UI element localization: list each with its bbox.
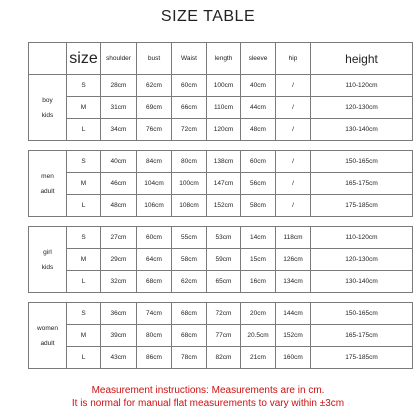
cell-size: S	[67, 303, 101, 325]
cell-length: 100cm	[207, 75, 241, 97]
cell-sleeve: 20cm	[241, 303, 276, 325]
table-row	[29, 119, 413, 141]
cell-length: 65cm	[207, 271, 241, 293]
cell-length: 152cm	[207, 195, 241, 217]
group-spacer-row	[29, 217, 413, 227]
table-row	[29, 271, 413, 293]
cell-shoulder: 29cm	[101, 249, 137, 271]
cell-sleeve: 60cm	[241, 151, 276, 173]
cell-hip: 134cm	[276, 271, 311, 293]
cell-sleeve: 14cm	[241, 227, 276, 249]
header-length: length	[207, 43, 241, 75]
cell-waist: 68cm	[172, 303, 207, 325]
group-label-line: girl	[43, 248, 52, 256]
cell-waist: 80cm	[172, 151, 207, 173]
cell-height: 150-165cm	[311, 303, 413, 325]
cell-bust: 80cm	[137, 325, 172, 347]
cell-length: 53cm	[207, 227, 241, 249]
cell-bust: 74cm	[137, 303, 172, 325]
cell-length: 138cm	[207, 151, 241, 173]
cell-size: L	[67, 195, 101, 217]
group-spacer-row	[29, 293, 413, 303]
cell-shoulder: 28cm	[101, 75, 137, 97]
cell-bust: 104cm	[137, 173, 172, 195]
table-row	[29, 249, 413, 271]
header-row	[29, 43, 413, 75]
group-label	[29, 151, 67, 217]
group-label	[29, 227, 67, 293]
header-height: height	[311, 43, 413, 75]
group-label-line: kids	[41, 263, 54, 271]
group-spacer-cell	[29, 217, 413, 227]
cell-bust: 64cm	[137, 249, 172, 271]
cell-hip: /	[276, 97, 311, 119]
cell-waist: 108cm	[172, 195, 207, 217]
cell-shoulder: 27cm	[101, 227, 137, 249]
cell-length: 82cm	[207, 347, 241, 369]
header-shoulder: shoulder	[101, 43, 137, 75]
cell-size: L	[67, 271, 101, 293]
cell-sleeve: 44cm	[241, 97, 276, 119]
cell-height: 110-120cm	[311, 75, 413, 97]
table-row	[29, 173, 413, 195]
header-corner-cell	[29, 43, 67, 75]
cell-bust: 76cm	[137, 119, 172, 141]
group-spacer-cell	[29, 141, 413, 151]
group-label-line: kids	[41, 111, 54, 119]
header-sleeve: sleeve	[241, 43, 276, 75]
cell-hip: /	[276, 119, 311, 141]
cell-length: 120cm	[207, 119, 241, 141]
group-label	[29, 303, 67, 369]
table-row	[29, 303, 413, 325]
cell-sleeve: 56cm	[241, 173, 276, 195]
cell-bust: 86cm	[137, 347, 172, 369]
cell-sleeve: 48cm	[241, 119, 276, 141]
cell-size: S	[67, 151, 101, 173]
cell-sleeve: 40cm	[241, 75, 276, 97]
cell-waist: 72cm	[172, 119, 207, 141]
cell-height: 150-165cm	[311, 151, 413, 173]
cell-shoulder: 32cm	[101, 271, 137, 293]
cell-length: 110cm	[207, 97, 241, 119]
cell-waist: 100cm	[172, 173, 207, 195]
measurement-note-line: It is normal for manual flat measurements to vary within ±3cm	[71, 398, 345, 409]
cell-hip: 160cm	[276, 347, 311, 369]
cell-size: L	[67, 347, 101, 369]
table-row	[29, 325, 413, 347]
measurement-notes	[0, 384, 416, 410]
cell-hip: /	[276, 173, 311, 195]
cell-length: 147cm	[207, 173, 241, 195]
cell-hip: 126cm	[276, 249, 311, 271]
cell-size: S	[67, 227, 101, 249]
cell-waist: 66cm	[172, 97, 207, 119]
cell-waist: 58cm	[172, 249, 207, 271]
group-label-line: men	[41, 172, 54, 180]
cell-height: 165-175cm	[311, 173, 413, 195]
group-label-line: adult	[40, 339, 55, 347]
cell-size: M	[67, 173, 101, 195]
cell-shoulder: 46cm	[101, 173, 137, 195]
cell-size: M	[67, 249, 101, 271]
header-size: size	[67, 43, 101, 75]
cell-sleeve: 21cm	[241, 347, 276, 369]
size-table	[28, 42, 413, 369]
cell-hip: /	[276, 195, 311, 217]
cell-height: 120-130cm	[311, 97, 413, 119]
cell-height: 175-185cm	[311, 347, 413, 369]
cell-size: S	[67, 75, 101, 97]
page-title: SIZE TABLE	[160, 8, 256, 25]
cell-sleeve: 58cm	[241, 195, 276, 217]
cell-bust: 69cm	[137, 97, 172, 119]
group-spacer-row	[29, 141, 413, 151]
cell-height: 110-120cm	[311, 227, 413, 249]
group-label	[29, 75, 67, 141]
group-label-line: boy	[42, 96, 53, 104]
header-bust: bust	[137, 43, 172, 75]
table-row	[29, 195, 413, 217]
cell-height: 175-185cm	[311, 195, 413, 217]
cell-hip: /	[276, 75, 311, 97]
cell-waist: 55cm	[172, 227, 207, 249]
cell-hip: 152cm	[276, 325, 311, 347]
cell-height: 165-175cm	[311, 325, 413, 347]
table-row	[29, 151, 413, 173]
cell-size: L	[67, 119, 101, 141]
cell-bust: 60cm	[137, 227, 172, 249]
cell-size: M	[67, 97, 101, 119]
cell-hip: 118cm	[276, 227, 311, 249]
cell-length: 59cm	[207, 249, 241, 271]
group-label-line: adult	[40, 187, 55, 195]
cell-hip: 144cm	[276, 303, 311, 325]
cell-shoulder: 43cm	[101, 347, 137, 369]
cell-size: M	[67, 325, 101, 347]
table-body	[29, 75, 413, 369]
cell-sleeve: 20.5cm	[241, 325, 276, 347]
cell-shoulder: 34cm	[101, 119, 137, 141]
cell-bust: 68cm	[137, 271, 172, 293]
cell-sleeve: 16cm	[241, 271, 276, 293]
header-hip: hip	[276, 43, 311, 75]
table-row	[29, 97, 413, 119]
cell-shoulder: 39cm	[101, 325, 137, 347]
cell-waist: 78cm	[172, 347, 207, 369]
cell-waist: 62cm	[172, 271, 207, 293]
cell-shoulder: 31cm	[101, 97, 137, 119]
header-waist: Waist	[172, 43, 207, 75]
table-row	[29, 347, 413, 369]
cell-shoulder: 36cm	[101, 303, 137, 325]
measurement-note-line: Measurement instructions: Measurements are in cm.	[91, 385, 325, 396]
cell-height: 120-130cm	[311, 249, 413, 271]
cell-height: 130-140cm	[311, 271, 413, 293]
table-row	[29, 75, 413, 97]
cell-bust: 106cm	[137, 195, 172, 217]
cell-length: 77cm	[207, 325, 241, 347]
cell-hip: /	[276, 151, 311, 173]
group-spacer-cell	[29, 293, 413, 303]
group-label-line: women	[37, 324, 58, 332]
cell-length: 72cm	[207, 303, 241, 325]
cell-shoulder: 40cm	[101, 151, 137, 173]
cell-height: 130-140cm	[311, 119, 413, 141]
cell-waist: 60cm	[172, 75, 207, 97]
cell-bust: 84cm	[137, 151, 172, 173]
cell-sleeve: 15cm	[241, 249, 276, 271]
table-row	[29, 227, 413, 249]
cell-bust: 62cm	[137, 75, 172, 97]
cell-shoulder: 48cm	[101, 195, 137, 217]
cell-waist: 68cm	[172, 325, 207, 347]
